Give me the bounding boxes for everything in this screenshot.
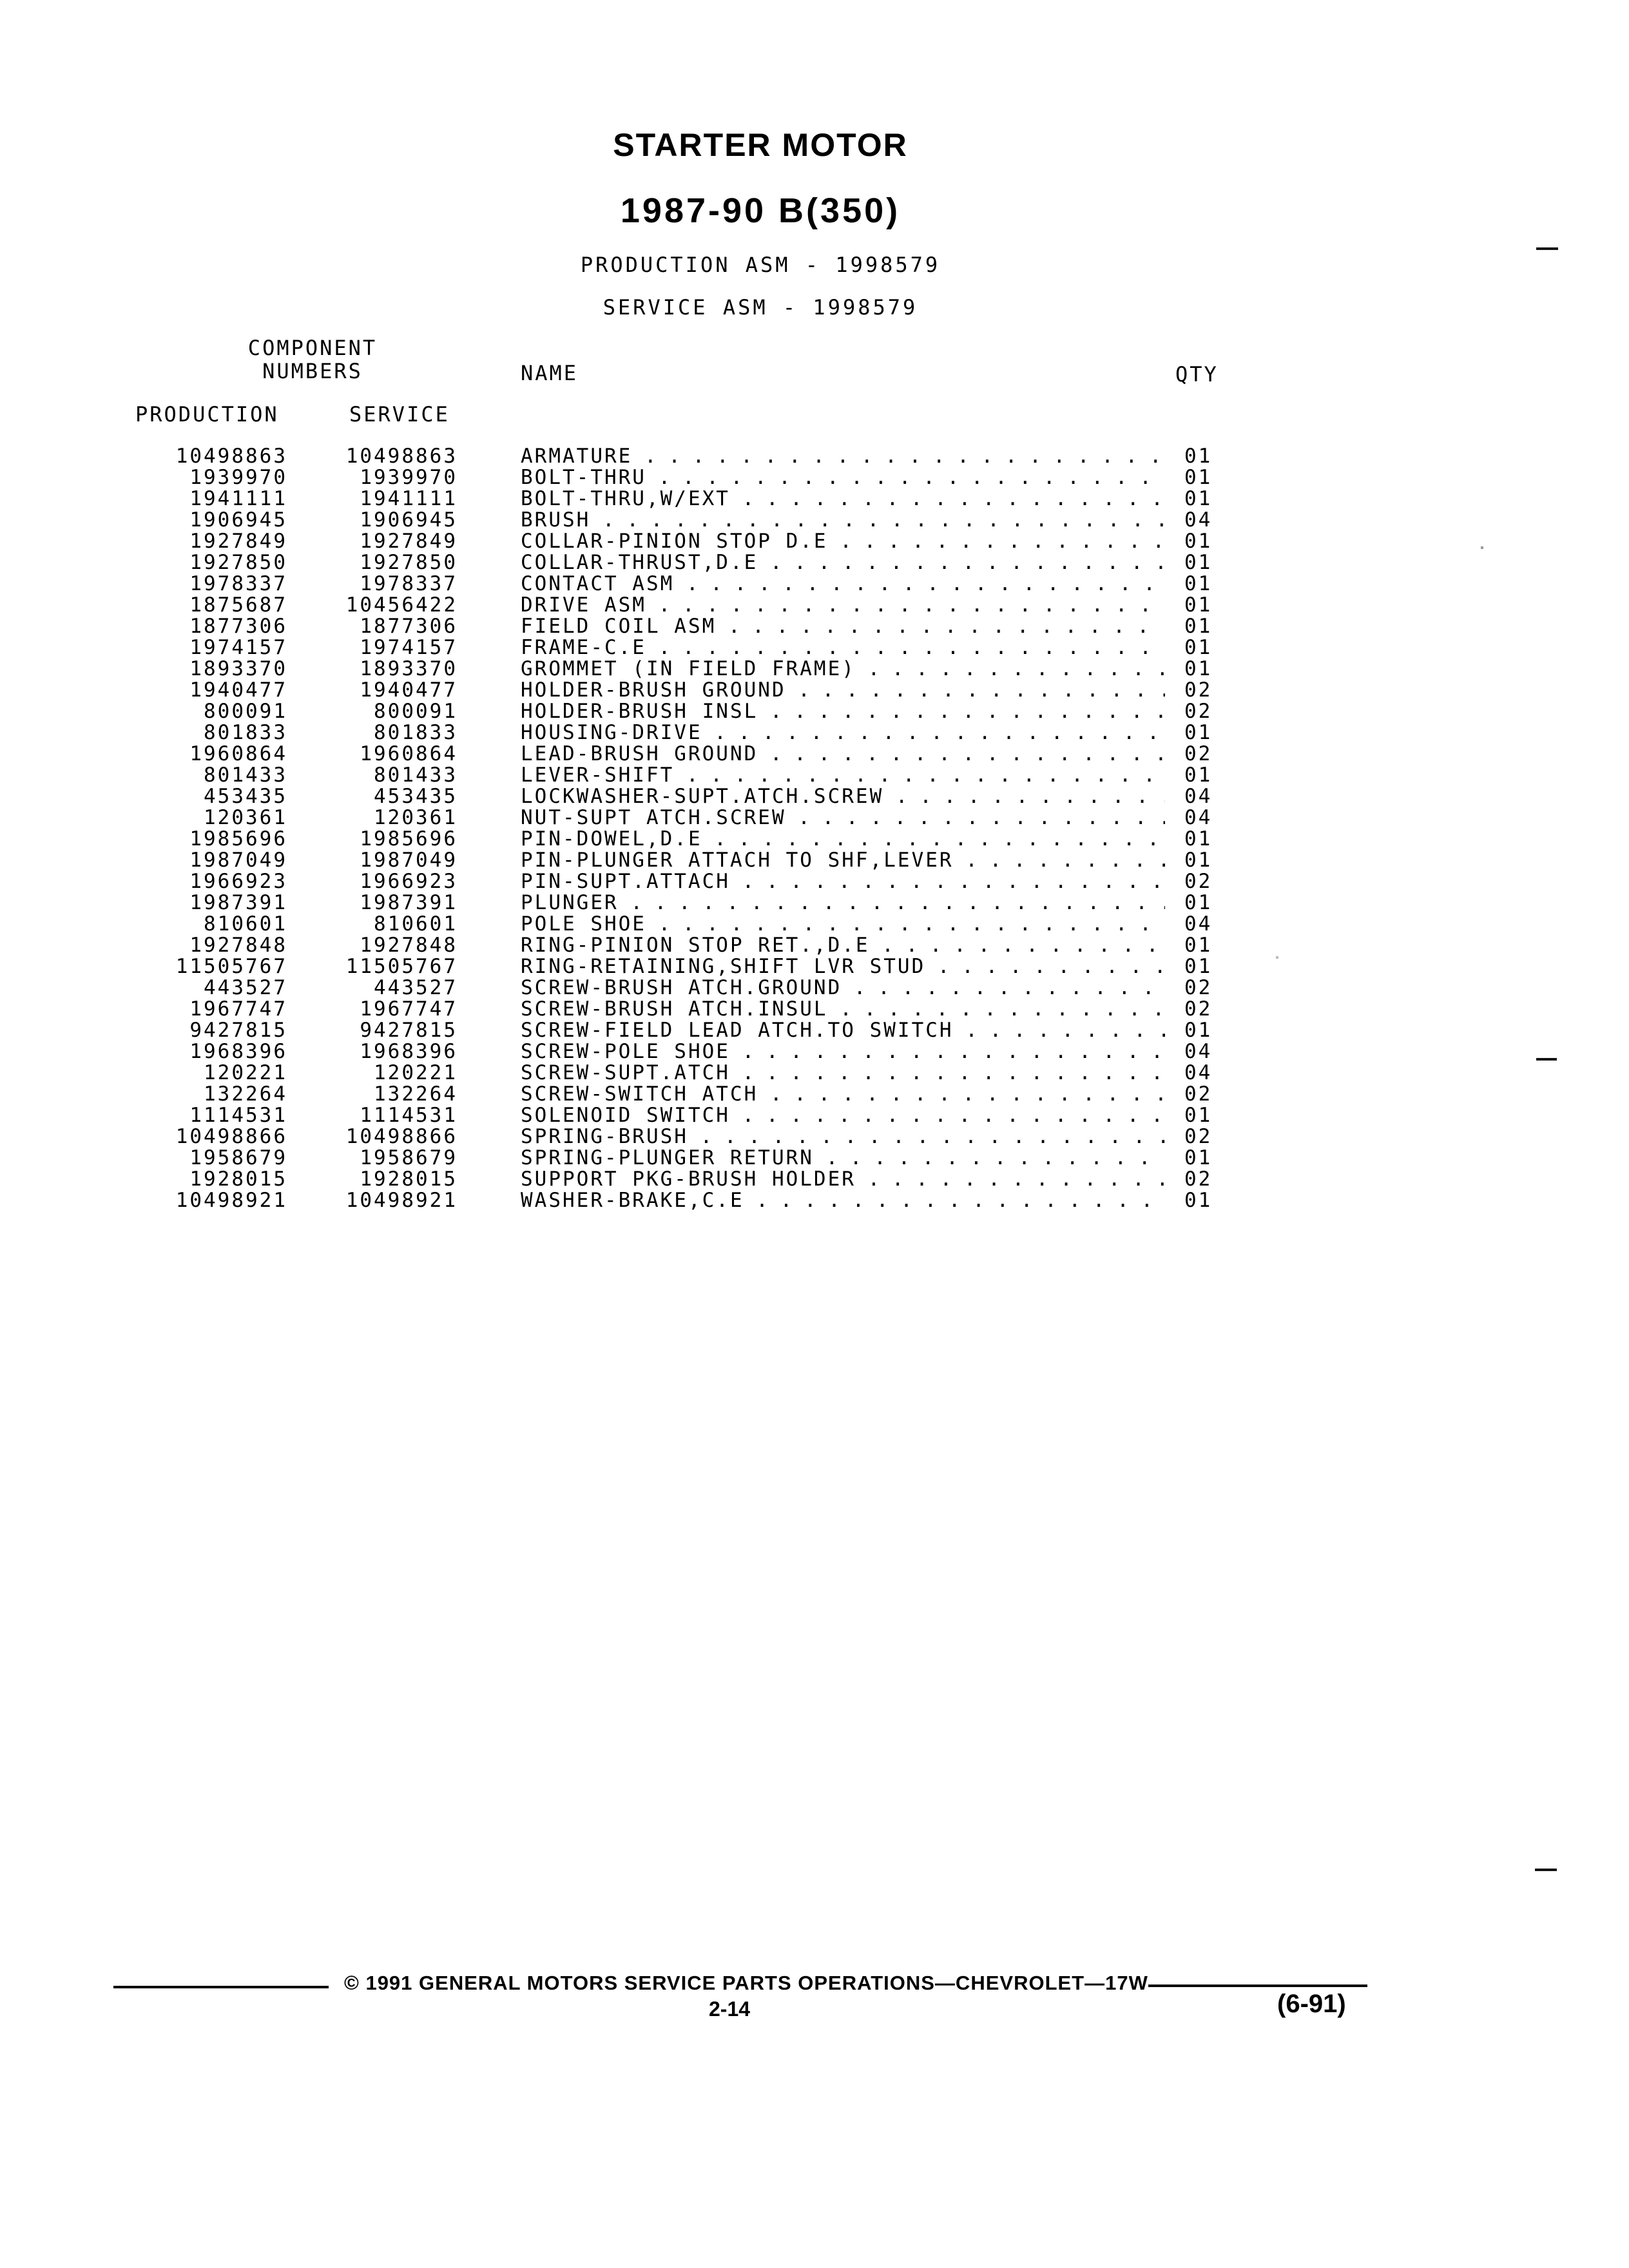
production-number-cell: 1939970 xyxy=(189,466,287,489)
table-row xyxy=(0,1148,1629,1169)
quantity-cell: 01 xyxy=(1184,530,1213,553)
part-name-cell: CONTACT ASM . . . xyxy=(521,573,1165,595)
part-name-cell: NUT-SUPT ATCH.SCREW . . . xyxy=(521,807,1165,829)
production-number-cell: 1958679 xyxy=(189,1146,287,1169)
table-row xyxy=(0,1062,1629,1084)
quantity-cell: 02 xyxy=(1184,1082,1213,1106)
quantity-cell: 02 xyxy=(1184,1125,1213,1148)
production-number-cell: 1877306 xyxy=(189,615,287,638)
part-name-cell: SPRING-PLUNGER RETURN . . . xyxy=(521,1148,1165,1169)
service-number-cell: 1927848 xyxy=(360,934,458,957)
table-row xyxy=(0,722,1629,744)
production-number-cell: 1893370 xyxy=(189,657,287,680)
revision-date: (6-91) xyxy=(1277,1990,1346,2018)
part-name-cell: SCREW-SWITCH ATCH . . . xyxy=(521,1084,1165,1105)
production-number-cell: 1978337 xyxy=(189,572,287,595)
quantity-cell: 01 xyxy=(1184,827,1213,850)
quantity-cell: 01 xyxy=(1184,615,1213,638)
service-number-cell: 1893370 xyxy=(360,657,458,680)
page-number: 2-14 xyxy=(709,1997,751,2021)
table-row xyxy=(0,1020,1629,1041)
service-number-cell: 9427815 xyxy=(360,1019,458,1042)
part-name-cell: BRUSH . . . xyxy=(521,510,1165,531)
production-number-cell: 1968396 xyxy=(189,1040,287,1063)
part-name-cell: POLE SHOE . . . xyxy=(521,914,1165,935)
table-row xyxy=(0,637,1629,658)
production-number-cell: 1967747 xyxy=(189,997,287,1021)
quantity-cell: 01 xyxy=(1184,955,1213,978)
production-number-cell: 1875687 xyxy=(189,593,287,617)
production-number-cell: 1927849 xyxy=(189,530,287,553)
production-number-cell: 1906945 xyxy=(189,508,287,532)
quantity-cell: 01 xyxy=(1184,445,1213,468)
part-name-cell: SCREW-SUPT.ATCH . . . xyxy=(521,1062,1165,1084)
production-number-cell: 801833 xyxy=(204,721,287,744)
production-number-cell: 10498863 xyxy=(175,445,287,468)
table-row xyxy=(0,616,1629,637)
quantity-cell: 01 xyxy=(1184,1189,1213,1212)
table-row xyxy=(0,914,1629,935)
quantity-cell: 02 xyxy=(1184,742,1213,765)
quantity-cell: 01 xyxy=(1184,487,1213,510)
service-number-cell: 453435 xyxy=(374,785,458,808)
table-row xyxy=(0,765,1629,786)
part-name-cell: SUPPORT PKG-BRUSH HOLDER . . . xyxy=(521,1169,1165,1190)
part-name-cell: BOLT-THRU,W/EXT . . . xyxy=(521,488,1165,510)
production-number-cell: 801433 xyxy=(204,764,287,787)
production-number-cell: 1974157 xyxy=(189,636,287,659)
part-name-cell: WASHER-BRAKE,C.E . . . xyxy=(521,1190,1165,1211)
service-number-cell: 1928015 xyxy=(360,1168,458,1191)
service-number-cell: 1966923 xyxy=(360,870,458,893)
quantity-cell: 04 xyxy=(1184,806,1213,829)
quantity-cell: 04 xyxy=(1184,1061,1213,1084)
part-name-cell: COLLAR-THRUST,D.E . . . xyxy=(521,552,1165,573)
service-number-cell: 1927850 xyxy=(360,551,458,574)
service-number-cell: 1968396 xyxy=(360,1040,458,1063)
part-name-cell: DRIVE ASM . . . xyxy=(521,595,1165,616)
production-number-cell: 443527 xyxy=(204,976,287,999)
service-number-cell: 800091 xyxy=(374,700,458,723)
service-number-cell: 1978337 xyxy=(360,572,458,595)
production-number-cell: 1940477 xyxy=(189,678,287,702)
table-row xyxy=(0,552,1629,573)
table-row xyxy=(0,1041,1629,1062)
production-number-cell: 1941111 xyxy=(189,487,287,510)
scan-speck xyxy=(1481,546,1483,549)
part-name-cell: LEAD-BRUSH GROUND . . . xyxy=(521,744,1165,765)
part-name-cell: PIN-DOWEL,D.E . . . xyxy=(521,829,1165,850)
part-name-cell: SOLENOID SWITCH . . . xyxy=(521,1105,1165,1126)
service-number-cell: 801433 xyxy=(374,764,458,787)
table-row xyxy=(0,999,1629,1020)
production-number-cell: 11505767 xyxy=(175,955,287,978)
production-number-cell: 800091 xyxy=(204,700,287,723)
part-name-cell: LOCKWASHER-SUPT.ATCH.SCREW . . . xyxy=(521,786,1165,807)
part-name-cell: SPRING-BRUSH . . . xyxy=(521,1126,1165,1148)
quantity-cell: 01 xyxy=(1184,1019,1213,1042)
service-number-cell: 10498866 xyxy=(345,1125,458,1148)
service-asm-line: SERVICE ASM - 1998579 xyxy=(602,295,918,320)
quantity-cell: 02 xyxy=(1184,700,1213,723)
production-number-cell: 1985696 xyxy=(189,827,287,850)
quantity-cell: 01 xyxy=(1184,636,1213,659)
footer-rule-right xyxy=(1148,1984,1367,1987)
table-row xyxy=(0,1126,1629,1148)
service-number-cell: 1939970 xyxy=(360,466,458,489)
table-row xyxy=(0,701,1629,722)
production-number-cell: 10498921 xyxy=(175,1189,287,1212)
table-row xyxy=(0,935,1629,956)
table-row xyxy=(0,680,1629,701)
quantity-cell: 02 xyxy=(1184,1168,1213,1191)
service-number-cell: 120221 xyxy=(374,1061,458,1084)
production-number-cell: 1114531 xyxy=(189,1104,287,1127)
page-title: STARTER MOTOR xyxy=(613,127,908,163)
table-row xyxy=(0,595,1629,616)
quantity-cell: 01 xyxy=(1184,764,1213,787)
quantity-cell: 01 xyxy=(1184,466,1213,489)
part-name-cell: SCREW-POLE SHOE . . . xyxy=(521,1041,1165,1062)
table-row xyxy=(0,977,1629,999)
quantity-cell: 01 xyxy=(1184,891,1213,914)
part-name-cell: SCREW-BRUSH ATCH.INSUL . . . xyxy=(521,999,1165,1020)
service-number-cell: 801833 xyxy=(374,721,458,744)
part-name-cell: FIELD COIL ASM . . . xyxy=(521,616,1165,637)
production-number-cell: 10498866 xyxy=(175,1125,287,1148)
service-number-cell: 1960864 xyxy=(360,742,458,765)
quantity-cell: 04 xyxy=(1184,912,1213,936)
service-number-cell: 120361 xyxy=(374,806,458,829)
part-name-cell: HOUSING-DRIVE . . . xyxy=(521,722,1165,744)
quantity-cell: 01 xyxy=(1184,657,1213,680)
production-number-cell: 1966923 xyxy=(189,870,287,893)
quantity-cell: 02 xyxy=(1184,997,1213,1021)
table-row xyxy=(0,892,1629,914)
quantity-cell: 04 xyxy=(1184,508,1213,532)
quantity-cell: 01 xyxy=(1184,849,1213,872)
service-number-cell: 10498863 xyxy=(345,445,458,468)
part-name-cell: BOLT-THRU . . . xyxy=(521,467,1165,488)
table-row xyxy=(0,1084,1629,1105)
part-name-cell: COLLAR-PINION STOP D.E . . . xyxy=(521,531,1165,552)
production-asm-line: PRODUCTION ASM - 1998579 xyxy=(580,253,941,277)
margin-mark xyxy=(1535,1869,1557,1871)
quantity-cell: 02 xyxy=(1184,870,1213,893)
quantity-cell: 01 xyxy=(1184,721,1213,744)
quantity-cell: 01 xyxy=(1184,593,1213,617)
quantity-cell: 01 xyxy=(1184,1146,1213,1169)
service-number-cell: 1877306 xyxy=(360,615,458,638)
part-name-cell: FRAME-C.E . . . xyxy=(521,637,1165,658)
table-row xyxy=(0,446,1629,467)
table-row xyxy=(0,488,1629,510)
part-name-cell: RING-PINION STOP RET.,D.E . . . xyxy=(521,935,1165,956)
quantity-cell: 01 xyxy=(1184,934,1213,957)
production-number-cell: 132264 xyxy=(204,1082,287,1106)
quantity-cell: 04 xyxy=(1184,785,1213,808)
qty-column-header: QTY xyxy=(1175,362,1219,387)
production-number-cell: 9427815 xyxy=(189,1019,287,1042)
service-number-cell: 1987391 xyxy=(360,891,458,914)
footer-copyright: © 1991 GENERAL MOTORS SERVICE PARTS OPERATIONS—CHEVROLET—17W xyxy=(344,1972,1148,1994)
production-column-header: PRODUCTION xyxy=(135,402,279,427)
table-row xyxy=(0,871,1629,892)
production-number-cell: 1987049 xyxy=(189,849,287,872)
part-name-cell: PLUNGER . . . xyxy=(521,892,1165,914)
table-row xyxy=(0,829,1629,850)
service-number-cell: 1941111 xyxy=(360,487,458,510)
component-numbers-header xyxy=(213,336,412,383)
service-number-cell: 132264 xyxy=(374,1082,458,1106)
part-name-cell: HOLDER-BRUSH GROUND . . . xyxy=(521,680,1165,701)
service-number-cell: 1974157 xyxy=(360,636,458,659)
component-header-line2: NUMBERS xyxy=(262,359,363,383)
production-number-cell: 1927850 xyxy=(189,551,287,574)
table-row xyxy=(0,744,1629,765)
service-number-cell: 1927849 xyxy=(360,530,458,553)
production-number-cell: 120221 xyxy=(204,1061,287,1084)
table-row xyxy=(0,1169,1629,1190)
quantity-cell: 01 xyxy=(1184,1104,1213,1127)
service-number-cell: 443527 xyxy=(374,976,458,999)
quantity-cell: 02 xyxy=(1184,976,1213,999)
service-number-cell: 1906945 xyxy=(360,508,458,532)
table-row xyxy=(0,956,1629,977)
service-number-cell: 1958679 xyxy=(360,1146,458,1169)
service-number-cell: 1987049 xyxy=(360,849,458,872)
quantity-cell: 02 xyxy=(1184,678,1213,702)
service-number-cell: 10456422 xyxy=(345,593,458,617)
production-number-cell: 1987391 xyxy=(189,891,287,914)
model-heading: 1987-90 B(350) xyxy=(620,191,901,230)
service-number-cell: 1940477 xyxy=(360,678,458,702)
part-name-cell: ARMATURE . . . xyxy=(521,446,1165,467)
part-name-cell: SCREW-BRUSH ATCH.GROUND . . . xyxy=(521,977,1165,999)
production-number-cell: 1927848 xyxy=(189,934,287,957)
service-number-cell: 1967747 xyxy=(360,997,458,1021)
production-number-cell: 453435 xyxy=(204,785,287,808)
table-row xyxy=(0,467,1629,488)
production-number-cell: 1928015 xyxy=(189,1168,287,1191)
scan-speck xyxy=(1276,956,1278,959)
table-row xyxy=(0,1105,1629,1126)
quantity-cell: 01 xyxy=(1184,551,1213,574)
table-row xyxy=(0,658,1629,680)
production-number-cell: 120361 xyxy=(204,806,287,829)
table-row xyxy=(0,1190,1629,1211)
part-name-cell: GROMMET (IN FIELD FRAME) . . . xyxy=(521,658,1165,680)
service-number-cell: 1114531 xyxy=(360,1104,458,1127)
table-row xyxy=(0,786,1629,807)
footer-rule-left xyxy=(113,1986,329,1988)
table-row xyxy=(0,531,1629,552)
parts-table xyxy=(0,446,1629,1211)
part-name-cell: RING-RETAINING,SHIFT LVR STUD . . . xyxy=(521,956,1165,977)
service-number-cell: 1985696 xyxy=(360,827,458,850)
production-number-cell: 810601 xyxy=(204,912,287,936)
part-name-cell: PIN-SUPT.ATTACH . . . xyxy=(521,871,1165,892)
part-name-cell: LEVER-SHIFT . . . xyxy=(521,765,1165,786)
service-number-cell: 11505767 xyxy=(345,955,458,978)
margin-mark xyxy=(1536,247,1558,250)
service-number-cell: 810601 xyxy=(374,912,458,936)
margin-mark xyxy=(1536,1058,1557,1061)
table-row xyxy=(0,573,1629,595)
table-row xyxy=(0,850,1629,871)
quantity-cell: 01 xyxy=(1184,572,1213,595)
table-row xyxy=(0,807,1629,829)
table-row xyxy=(0,510,1629,531)
name-column-header: NAME xyxy=(521,361,579,385)
production-number-cell: 1960864 xyxy=(189,742,287,765)
service-column-header: SERVICE xyxy=(349,402,450,427)
part-name-cell: PIN-PLUNGER ATTACH TO SHF,LEVER . . . xyxy=(521,850,1165,871)
part-name-cell: SCREW-FIELD LEAD ATCH.TO SWITCH . . . xyxy=(521,1020,1165,1041)
quantity-cell: 04 xyxy=(1184,1040,1213,1063)
part-name-cell: HOLDER-BRUSH INSL . . . xyxy=(521,701,1165,722)
component-header-line1: COMPONENT xyxy=(247,336,378,360)
service-number-cell: 10498921 xyxy=(345,1189,458,1212)
